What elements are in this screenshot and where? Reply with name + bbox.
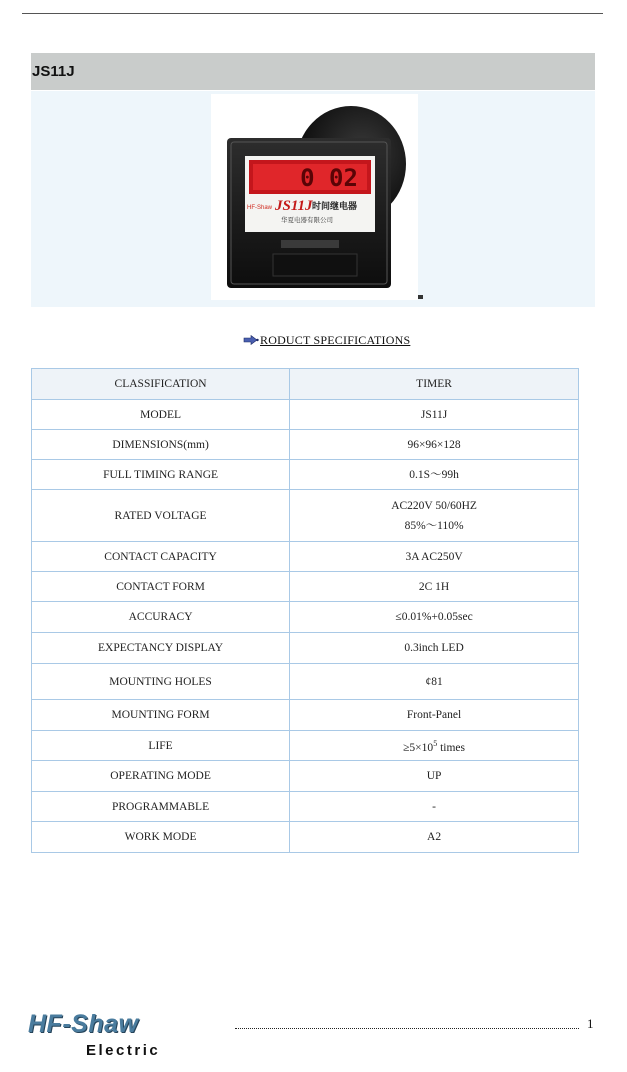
page-number: 1 [587, 1016, 594, 1031]
spec-value [290, 490, 579, 542]
table-row [32, 761, 579, 792]
product-title-bar [31, 53, 595, 90]
table-row [32, 460, 579, 490]
product-photo [211, 94, 418, 300]
relay-lower-panel [273, 254, 357, 276]
logo-sub-text: Electric [86, 1042, 161, 1059]
spec-value-line: 85%～110% [404, 519, 464, 532]
spec-label: PROGRAMMABLE [32, 792, 290, 822]
spec-label: LIFE [32, 731, 290, 761]
spec-label: MOUNTING HOLES [32, 664, 290, 700]
spec-label: EXPECTANCY DISPLAY [32, 633, 290, 664]
spec-label: CONTACT FORM [32, 572, 290, 602]
table-row [32, 731, 579, 761]
table-row [32, 700, 579, 731]
table-row [32, 792, 579, 822]
spec-label: CLASSIFICATION [32, 369, 290, 400]
life-exponent: 5 [433, 738, 438, 748]
spec-value: TIMER [290, 369, 579, 400]
photo-model: JS11J [275, 198, 313, 214]
spec-value: 96×96×128 [290, 430, 579, 460]
arrow-icon [243, 335, 259, 345]
spec-value: 2C 1H [290, 572, 579, 602]
top-rule [22, 13, 603, 14]
spec-label: ACCURACY [32, 602, 290, 633]
photo-chinese-text: 时间继电器 [312, 202, 358, 212]
table-row [32, 664, 579, 700]
table-row [32, 822, 579, 853]
spec-label: RATED VOLTAGE [32, 490, 290, 542]
photo-marker [418, 295, 423, 299]
company-logo [28, 1010, 193, 1064]
spec-value: 0.3inch LED [290, 633, 579, 664]
spec-value: UP [290, 761, 579, 792]
spec-label: MOUNTING FORM [32, 700, 290, 731]
spec-label: OPERATING MODE [32, 761, 290, 792]
table-row [32, 400, 579, 430]
spec-value: JS11J [290, 400, 579, 430]
product-title: JS11J [32, 63, 75, 80]
spec-label: MODEL [32, 400, 290, 430]
spec-value: 0.1S～99h [290, 460, 579, 490]
spec-value: Front-Panel [290, 700, 579, 731]
spec-value: A2 [290, 822, 579, 853]
logo-main-text: HF-Shaw [28, 1010, 139, 1038]
photo-brand: HF-Shaw [247, 205, 273, 211]
table-row [32, 542, 579, 572]
spec-value [290, 731, 579, 761]
timer-relay-image [211, 94, 418, 300]
spec-value: 3A AC250V [290, 542, 579, 572]
specifications-heading [243, 333, 410, 348]
spec-label: WORK MODE [32, 822, 290, 853]
table-row [32, 490, 579, 542]
spec-value: - [290, 792, 579, 822]
spec-label: FULL TIMING RANGE [32, 460, 290, 490]
spec-value-line: AC220V 50/60HZ [391, 499, 477, 512]
spec-label: CONTACT CAPACITY [32, 542, 290, 572]
spec-label: DIMENSIONS(mm) [32, 430, 290, 460]
table-row [32, 602, 579, 633]
product-photo-panel [31, 91, 595, 307]
led-digits: 0 02 [300, 164, 358, 192]
table-row [32, 572, 579, 602]
specifications-heading-text: RODUCT SPECIFICATIONS [260, 333, 411, 347]
table-row [32, 633, 579, 664]
spec-value: ≤0.01%+0.05sec [290, 602, 579, 633]
table-row [32, 430, 579, 460]
life-suffix: times [437, 741, 465, 754]
relay-slot [281, 240, 339, 248]
specifications-table [31, 368, 579, 853]
dot-leader [235, 1026, 579, 1029]
life-value: ≥5×10 [403, 741, 434, 754]
photo-chinese-subtext: 华夏电器有限公司 [281, 216, 333, 224]
spec-value: ¢81 [290, 664, 579, 700]
table-row [32, 369, 579, 400]
